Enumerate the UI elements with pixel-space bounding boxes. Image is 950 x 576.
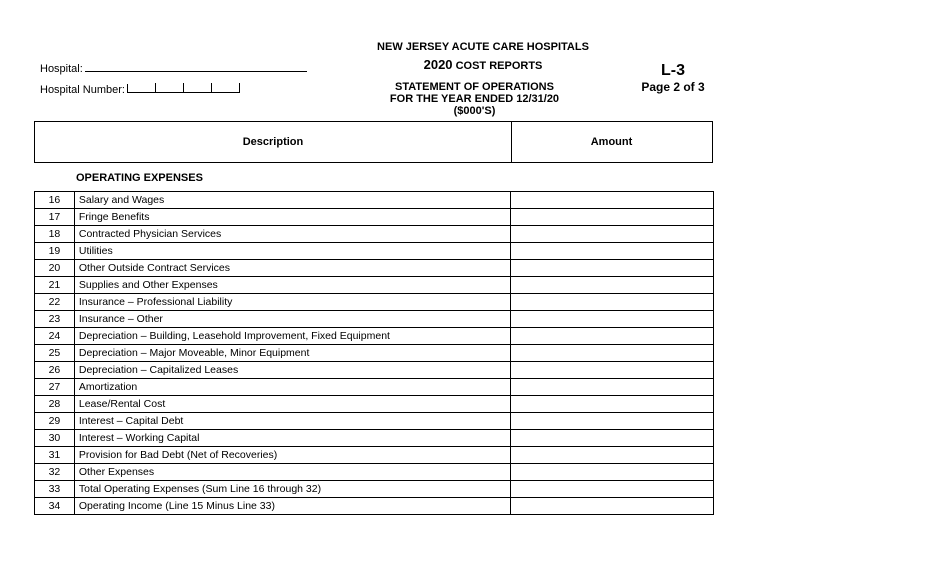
table-row [35,192,714,209]
line-description: Supplies and Other Expenses [74,277,510,294]
table-row [35,396,714,413]
line-description: Insurance – Professional Liability [74,294,510,311]
table-row [35,498,714,515]
form-id: L-3 [661,62,685,79]
statement-units: ($000'S) [453,105,496,117]
line-number: 32 [35,464,75,481]
amount-cell[interactable] [511,294,714,311]
table-row [35,379,714,396]
table-row [35,277,714,294]
table-row [35,464,714,481]
line-description: Insurance – Other [74,311,510,328]
line-number: 27 [35,379,75,396]
hospital-number-box[interactable] [128,83,156,93]
line-number: 33 [35,481,75,498]
line-description: Salary and Wages [74,192,510,209]
table-row [35,345,714,362]
line-description: Other Expenses [74,464,510,481]
hospital-label: Hospital: [40,63,83,75]
line-description: Depreciation – Building, Leasehold Improvement, Fixed Equipment [74,328,510,345]
hospital-number-label: Hospital Number: [40,84,125,96]
amount-cell[interactable] [511,192,714,209]
line-number: 22 [35,294,75,311]
hospital-field[interactable] [40,62,307,75]
line-description: Depreciation – Capitalized Leases [74,362,510,379]
line-number: 34 [35,498,75,515]
table-row [35,413,714,430]
table-row [35,447,714,464]
line-description: Utilities [74,243,510,260]
line-number: 25 [35,345,75,362]
expense-table [34,191,714,515]
table-row [35,430,714,447]
amount-cell[interactable] [511,413,714,430]
page-info: Page 2 of 3 [641,80,705,94]
amount-cell[interactable] [511,379,714,396]
line-description: Provision for Bad Debt (Net of Recoveries) [74,447,510,464]
amount-cell[interactable] [511,277,714,294]
amount-cell[interactable] [511,396,714,413]
report-year: 2020 [423,57,453,72]
line-number: 31 [35,447,75,464]
table-row [35,362,714,379]
amount-cell[interactable] [511,481,714,498]
line-number: 30 [35,430,75,447]
table-row [35,260,714,277]
amount-cell[interactable] [511,226,714,243]
statement-title: STATEMENT OF OPERATIONS [395,81,554,93]
table-row [35,294,714,311]
amount-cell[interactable] [511,209,714,226]
hospital-number-box[interactable] [156,83,184,93]
amount-header: Amount [590,136,633,148]
hospital-number-box[interactable] [212,83,240,93]
hospital-name-line[interactable] [85,62,307,72]
line-description: Depreciation – Major Moveable, Minor Equipment [74,345,510,362]
line-description: Amortization [74,379,510,396]
column-header-box [34,121,713,163]
line-number: 23 [35,311,75,328]
table-row [35,328,714,345]
amount-cell[interactable] [511,498,714,515]
report-name: COST REPORTS [455,60,543,72]
table-row [35,209,714,226]
amount-cell[interactable] [511,447,714,464]
section-title: OPERATING EXPENSES [76,172,203,184]
hospital-number-field[interactable] [40,83,240,96]
line-description: Total Operating Expenses (Sum Line 16 through 32) [74,481,510,498]
statement-period: FOR THE YEAR ENDED 12/31/20 [389,93,560,105]
line-description: Operating Income (Line 15 Minus Line 33) [74,498,510,515]
line-number: 21 [35,277,75,294]
line-description: Fringe Benefits [74,209,510,226]
amount-cell[interactable] [511,328,714,345]
line-number: 20 [35,260,75,277]
description-header: Description [35,122,512,162]
hospital-number-box[interactable] [184,83,212,93]
amount-cell[interactable] [511,345,714,362]
table-row [35,243,714,260]
line-description: Interest – Working Capital [74,430,510,447]
amount-cell[interactable] [511,243,714,260]
amount-cell[interactable] [511,464,714,481]
line-number: 16 [35,192,75,209]
line-number: 19 [35,243,75,260]
line-number: 26 [35,362,75,379]
table-row [35,481,714,498]
table-row [35,226,714,243]
agency-title: NEW JERSEY ACUTE CARE HOSPITALS [377,41,589,53]
line-number: 29 [35,413,75,430]
amount-cell[interactable] [511,311,714,328]
line-number: 24 [35,328,75,345]
line-description: Interest – Capital Debt [74,413,510,430]
line-description: Other Outside Contract Services [74,260,510,277]
line-number: 17 [35,209,75,226]
table-row [35,311,714,328]
amount-cell[interactable] [511,362,714,379]
line-number: 18 [35,226,75,243]
line-number: 28 [35,396,75,413]
amount-cell[interactable] [511,260,714,277]
amount-cell[interactable] [511,430,714,447]
line-description: Lease/Rental Cost [74,396,510,413]
line-description: Contracted Physician Services [74,226,510,243]
